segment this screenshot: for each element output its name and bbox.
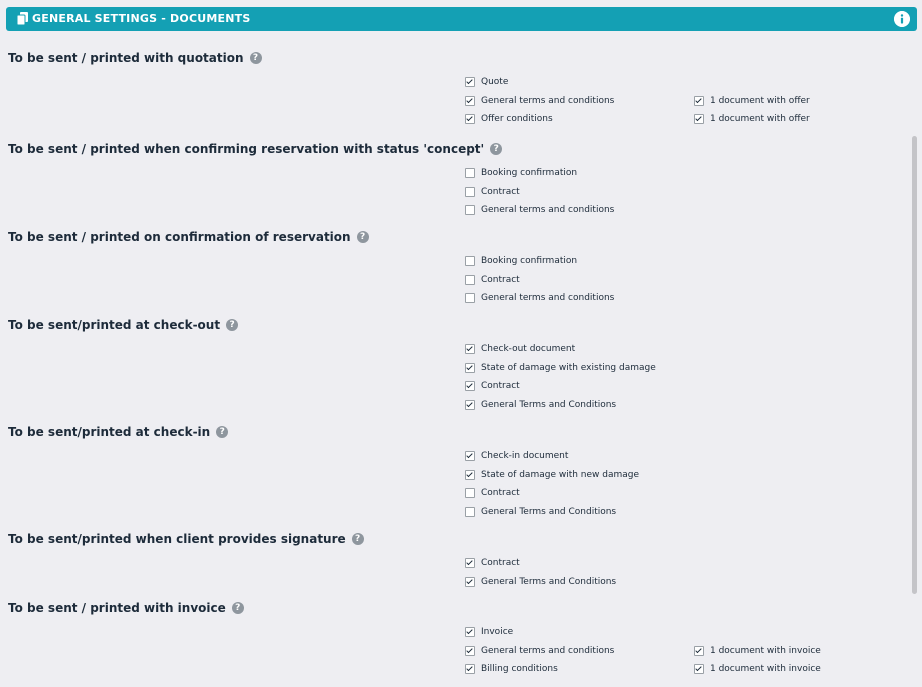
document-option[interactable] (465, 627, 513, 637)
single-document-checkbox[interactable] (694, 664, 704, 674)
help-icon[interactable]: ? (232, 602, 244, 614)
single-document-label: 1 document with invoice (710, 645, 821, 656)
documents-settings-form (0, 31, 912, 687)
section-title (8, 51, 262, 65)
document-checkbox[interactable] (465, 114, 475, 124)
document-option-label: Quote (481, 77, 509, 87)
section-title (8, 601, 244, 615)
scrollbar-thumb[interactable] (912, 136, 917, 594)
single-document-option[interactable] (694, 96, 810, 106)
section-title (8, 230, 369, 244)
document-option-label: Booking confirmation (481, 168, 578, 178)
document-option-label: Check-out document (481, 344, 576, 354)
document-option[interactable] (465, 96, 614, 106)
section-header (6, 7, 917, 31)
document-option[interactable] (465, 293, 614, 303)
document-checkbox[interactable] (465, 256, 475, 266)
document-checkbox[interactable] (465, 558, 475, 568)
document-option-label: General terms and conditions (481, 95, 615, 106)
section-title (8, 142, 502, 156)
single-document-option[interactable] (694, 664, 821, 674)
document-checkbox[interactable] (465, 293, 475, 303)
section-title-text: To be sent / printed with quotation (8, 51, 244, 65)
document-option-label: Contract (481, 488, 520, 498)
document-option[interactable] (465, 451, 568, 461)
document-option-label: Invoice (481, 627, 514, 637)
document-checkbox[interactable] (465, 627, 475, 637)
document-option[interactable] (465, 664, 558, 674)
help-icon[interactable]: ? (490, 143, 502, 155)
document-checkbox[interactable] (465, 77, 475, 87)
document-option[interactable] (465, 400, 616, 410)
document-option[interactable] (465, 168, 577, 178)
section-title (8, 532, 364, 546)
document-option-label: General Terms and Conditions (481, 576, 617, 587)
document-option-label: Contract (481, 186, 520, 197)
single-document-label: 1 document with offer (710, 95, 810, 106)
document-option[interactable] (465, 577, 616, 587)
document-option[interactable] (465, 77, 508, 87)
single-document-label: 1 document with offer (710, 114, 810, 124)
document-option-label: Booking confirmation (481, 256, 578, 266)
document-checkbox[interactable] (465, 470, 475, 480)
document-option-label: Check-in document (481, 451, 569, 461)
document-option[interactable] (465, 205, 614, 215)
help-icon[interactable]: ? (352, 533, 364, 545)
document-checkbox[interactable] (465, 363, 475, 373)
document-option-label: General terms and conditions (481, 645, 615, 656)
document-checkbox[interactable] (465, 400, 475, 410)
document-checkbox[interactable] (465, 488, 475, 498)
header-title: GENERAL SETTINGS - DOCUMENTS (32, 12, 251, 25)
document-option[interactable] (465, 646, 614, 656)
document-checkbox[interactable] (465, 381, 475, 391)
document-checkbox[interactable] (465, 577, 475, 587)
document-option-label: General Terms and Conditions (481, 399, 617, 410)
document-checkbox[interactable] (465, 187, 475, 197)
document-option[interactable] (465, 187, 520, 197)
document-option-label: Contract (481, 274, 520, 285)
section-title-text: To be sent/printed at check-out (8, 318, 221, 332)
document-option[interactable] (465, 488, 520, 498)
document-option[interactable] (465, 363, 656, 373)
section-title-text: To be sent/printed at check-in (8, 425, 211, 439)
document-option[interactable] (465, 344, 575, 354)
document-checkbox[interactable] (465, 205, 475, 215)
document-option[interactable] (465, 114, 553, 124)
single-document-option[interactable] (694, 114, 810, 124)
single-document-checkbox[interactable] (694, 96, 704, 106)
document-option-label: General terms and conditions (481, 293, 615, 303)
document-checkbox[interactable] (465, 507, 475, 517)
document-option-label: General Terms and Conditions (481, 506, 617, 517)
help-icon[interactable]: ? (226, 319, 238, 331)
document-checkbox[interactable] (465, 451, 475, 461)
document-option-label: Contract (481, 558, 520, 568)
document-checkbox[interactable] (465, 275, 475, 285)
document-checkbox[interactable] (465, 664, 475, 674)
section-title-text: To be sent / printed when confirming reservation with status 'concept' (8, 142, 485, 156)
section-title (8, 425, 228, 439)
info-icon[interactable] (894, 11, 910, 27)
document-option[interactable] (465, 507, 616, 517)
help-icon[interactable]: ? (250, 52, 262, 64)
single-document-checkbox[interactable] (694, 646, 704, 656)
section-title-text: To be sent / printed on confirmation of reservation (8, 230, 351, 244)
document-option[interactable] (465, 558, 520, 568)
document-option[interactable] (465, 275, 520, 285)
section-title-text: To be sent/printed when client provides signature (8, 532, 346, 546)
document-option-label: State of damage with new damage (481, 469, 640, 480)
document-option[interactable] (465, 470, 639, 480)
document-option-label: Contract (481, 381, 520, 391)
single-document-checkbox[interactable] (694, 114, 704, 124)
help-icon[interactable]: ? (357, 231, 369, 243)
document-checkbox[interactable] (465, 646, 475, 656)
document-option[interactable] (465, 381, 520, 391)
document-option-label: General terms and conditions (481, 205, 615, 215)
help-icon[interactable]: ? (216, 426, 228, 438)
document-option-label: State of damage with existing damage (481, 362, 656, 373)
document-checkbox[interactable] (465, 96, 475, 106)
documents-icon (17, 12, 28, 25)
document-checkbox[interactable] (465, 344, 475, 354)
section-title (8, 318, 238, 332)
document-checkbox[interactable] (465, 168, 475, 178)
document-option[interactable] (465, 256, 577, 266)
section-title-text: To be sent / printed with invoice (8, 601, 226, 615)
document-option-label: Offer conditions (481, 114, 553, 124)
single-document-label: 1 document with invoice (710, 664, 821, 674)
document-option-label: Billing conditions (481, 664, 558, 674)
single-document-option[interactable] (694, 646, 821, 656)
